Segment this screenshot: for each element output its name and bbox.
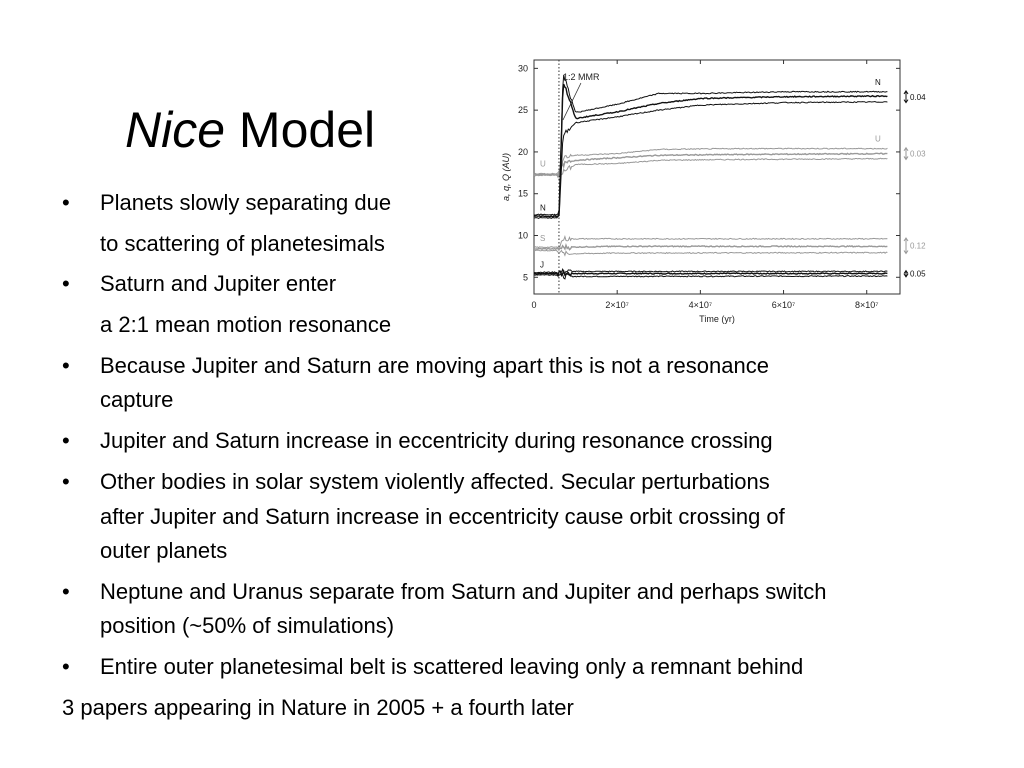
bullet-1-line-2: to scattering of planetesimals [100,231,385,256]
spread-label-J: 0.05 [910,269,926,279]
chart-axes [534,60,908,294]
series-S-Q [534,237,887,250]
series-U-Q [534,148,887,174]
bullet-2-line-2: a 2:1 mean motion resonance [100,312,392,337]
y-tick-label: 25 [517,105,528,116]
bullet-2-line-1: Saturn and Jupiter enter [100,271,337,296]
bullet-marker: • [62,271,70,296]
nice-model-figure [498,58,944,328]
bullet-marker: • [62,654,70,679]
x-tick-label: 6×10⁷ [771,300,796,310]
bullet-6-line-2: position (~50% of simulations) [100,613,395,638]
y-tick-label: 30 [517,63,528,74]
planet-label-S: S [540,233,546,243]
slide-title [125,96,375,164]
y-tick-label: 15 [517,188,528,199]
y-tick-label: 5 [522,272,528,283]
planet-label-J: J [540,260,544,270]
bullet-marker: • [62,353,70,378]
bullet-4-line-1: Jupiter and Saturn increase in eccentricity during resonance crossing [100,428,773,453]
x-tick-label: 4×10⁷ [688,300,713,310]
bullet-7-line-1: Entire outer planetesimal belt is scattered leaving only a remnant behind [100,654,804,679]
bullet-3-line-2: capture [100,387,174,412]
spread-label-U: 0.03 [910,149,926,159]
footer-line: 3 papers appearing in Nature in 2005 + a fourth later [62,695,574,720]
bullet-5-line-3: outer planets [100,538,228,563]
spread-label-N: 0.04 [910,92,926,102]
bullet-3-line-1: Because Jupiter and Saturn are moving apart this is not a resonance [100,353,769,378]
chart-series [534,75,887,279]
planet-end-label-U: U [875,134,881,144]
resonance-annotation: 1:2 MMR [562,72,600,82]
series-S-q [534,250,887,255]
series-S-a [534,245,887,249]
y-axis-label: a, q, Q (AU) [501,152,511,202]
planet-label-N: N [540,203,546,213]
spread-label-S: 0.12 [910,241,926,251]
y-tick-label: 20 [517,146,528,157]
slide-title-italic: Nice [125,102,226,158]
bullet-5-line-2: after Jupiter and Saturn increase in eccentricity cause orbit crossing of [100,504,785,529]
planet-label-U: U [540,159,546,169]
bullet-marker: • [62,469,70,494]
chart-labels [501,63,926,324]
bullet-1-line-1: Planets slowly separating due [100,190,392,215]
bullet-6-line-1: Neptune and Uranus separate from Saturn and Jupiter and perhaps switch [100,579,827,604]
bullet-marker: • [62,428,70,453]
bullet-marker: • [62,579,70,604]
planet-end-label-N: N [875,77,881,87]
y-tick-label: 10 [517,230,528,241]
plot-frame [534,60,900,294]
series-U-a [534,153,887,177]
x-axis-label: Time (yr) [699,314,735,324]
slide-title-rest: Model [225,102,376,158]
bullet-marker: • [62,190,70,215]
bullet-5-line-1: Other bodies in solar system violently affected. Secular perturbations [100,469,770,494]
x-tick-label: 2×10⁷ [605,300,629,310]
x-tick-label: 8×10⁷ [854,300,879,310]
x-tick-label: 0 [531,300,537,310]
series-U-q [534,158,887,176]
